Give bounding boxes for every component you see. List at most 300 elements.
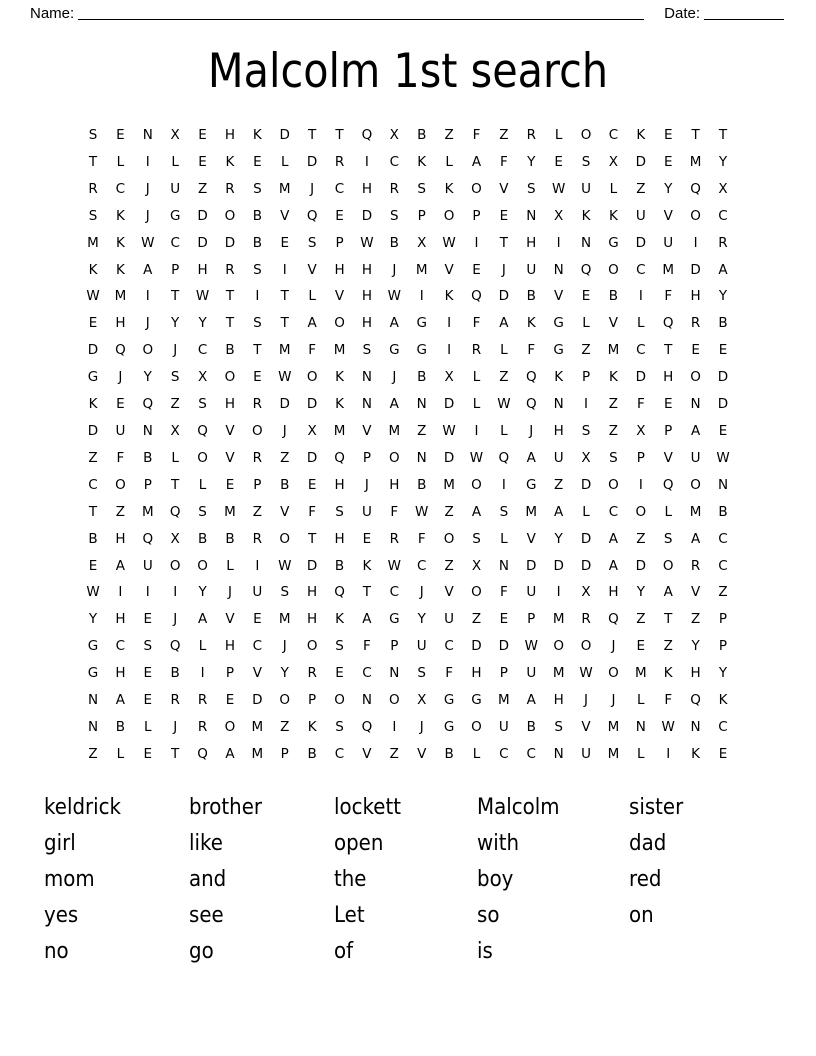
grid-cell[interactable]: B (252, 234, 262, 251)
grid-cell[interactable]: H (307, 584, 318, 601)
word-bank-item[interactable]: on (629, 902, 654, 928)
grid-cell[interactable]: R (334, 153, 345, 170)
grid-cell[interactable]: V (663, 449, 673, 466)
grid-cell[interactable]: M (662, 261, 675, 278)
grid-cell[interactable]: C (252, 638, 263, 655)
grid-cell[interactable]: T (225, 315, 235, 332)
grid-cell[interactable]: K (581, 207, 591, 224)
grid-cell[interactable]: N (553, 261, 564, 278)
grid-cell[interactable]: M (634, 665, 647, 682)
grid-cell[interactable]: O (443, 530, 455, 547)
grid-cell[interactable]: H (224, 127, 236, 143)
grid-cell[interactable]: U (444, 611, 455, 628)
grid-cell[interactable]: C (718, 557, 728, 574)
grid-cell[interactable]: Q (142, 396, 154, 413)
grid-cell[interactable]: L (554, 127, 563, 143)
grid-cell[interactable]: K (718, 692, 728, 709)
grid-cell[interactable]: H (197, 261, 208, 278)
grid-cell[interactable]: R (225, 180, 235, 197)
grid-cell[interactable]: M (415, 261, 428, 278)
grid-cell[interactable]: C (636, 261, 646, 278)
grid-cell[interactable]: C (608, 127, 619, 143)
grid-cell[interactable]: O (580, 638, 592, 655)
grid-cell[interactable]: O (334, 315, 345, 332)
grid-cell[interactable]: X (554, 207, 564, 224)
grid-cell[interactable]: K (335, 396, 344, 413)
grid-cell[interactable]: L (171, 449, 179, 466)
grid-cell[interactable]: A (389, 396, 399, 413)
word-bank-item[interactable]: dad (629, 830, 667, 856)
grid-cell[interactable]: D (580, 530, 592, 547)
grid-cell[interactable]: F (308, 342, 317, 359)
grid-cell[interactable]: L (637, 315, 645, 332)
grid-cell[interactable]: O (635, 503, 647, 520)
grid-cell[interactable]: N (361, 396, 372, 413)
grid-cell[interactable]: L (609, 180, 618, 197)
grid-cell[interactable]: X (471, 557, 482, 574)
grid-cell[interactable]: G (87, 638, 99, 655)
grid-cell[interactable]: M (278, 342, 291, 359)
grid-cell[interactable]: S (280, 584, 290, 601)
grid-cell[interactable]: K (554, 369, 564, 386)
grid-cell[interactable]: Q (197, 745, 208, 762)
grid-cell[interactable]: O (169, 557, 181, 574)
grid-cell[interactable]: V (608, 315, 619, 332)
grid-cell[interactable]: Q (361, 718, 373, 735)
grid-cell[interactable]: U (142, 557, 153, 574)
grid-cell[interactable]: J (419, 718, 424, 735)
grid-cell[interactable]: R (581, 611, 591, 628)
grid-cell[interactable]: Q (580, 261, 592, 278)
grid-cell[interactable]: E (307, 476, 317, 493)
grid-cell[interactable]: I (584, 396, 589, 413)
grid-cell[interactable]: F (472, 315, 481, 332)
grid-cell[interactable]: R (252, 396, 263, 413)
grid-cell[interactable]: B (417, 127, 427, 143)
grid-cell[interactable]: E (499, 611, 509, 628)
grid-cell[interactable]: B (115, 718, 126, 735)
grid-cell[interactable]: V (417, 745, 427, 762)
grid-cell[interactable]: C (334, 745, 345, 762)
grid-cell[interactable]: U (252, 584, 263, 601)
grid-cell[interactable]: G (169, 207, 181, 224)
grid-cell[interactable]: U (416, 638, 427, 655)
grid-cell[interactable]: K (252, 127, 262, 143)
word-bank-item[interactable]: of (334, 938, 354, 964)
grid-cell[interactable]: H (361, 261, 372, 278)
grid-cell[interactable]: X (170, 422, 180, 439)
grid-cell[interactable]: M (552, 611, 565, 628)
grid-cell[interactable]: Q (169, 503, 181, 520)
grid-cell[interactable]: T (664, 342, 673, 359)
grid-cell[interactable]: S (307, 234, 317, 251)
grid-cell[interactable]: T (171, 476, 180, 493)
grid-cell[interactable]: U (553, 449, 564, 466)
grid-cell[interactable]: P (308, 692, 317, 709)
grid-cell[interactable]: Y (171, 315, 180, 332)
grid-cell[interactable]: A (718, 261, 728, 278)
grid-cell[interactable]: D (306, 153, 318, 170)
grid-cell[interactable]: U (526, 665, 537, 682)
grid-cell[interactable]: E (718, 422, 728, 439)
grid-cell[interactable]: Q (662, 315, 674, 332)
grid-cell[interactable]: H (361, 180, 372, 197)
grid-cell[interactable]: Z (663, 638, 673, 655)
grid-cell[interactable]: L (116, 153, 125, 170)
grid-cell[interactable]: N (690, 396, 701, 413)
grid-cell[interactable]: J (392, 369, 397, 386)
grid-cell[interactable]: C (444, 638, 454, 655)
grid-cell[interactable]: C (636, 342, 646, 359)
grid-cell[interactable]: W (387, 557, 401, 574)
grid-cell[interactable]: O (252, 422, 263, 439)
grid-cell[interactable]: N (635, 718, 646, 735)
grid-cell[interactable]: D (580, 476, 592, 493)
grid-cell[interactable]: I (145, 153, 150, 170)
grid-cell[interactable]: N (361, 369, 372, 386)
grid-cell[interactable]: O (471, 476, 482, 493)
grid-cell[interactable]: Q (306, 207, 318, 224)
grid-cell[interactable]: O (197, 449, 208, 466)
word-bank-item[interactable]: no (44, 938, 69, 964)
grid-cell[interactable]: V (252, 665, 262, 682)
grid-cell[interactable]: E (718, 342, 728, 359)
grid-cell[interactable]: W (524, 638, 538, 655)
grid-cell[interactable]: G (553, 315, 564, 332)
grid-cell[interactable]: O (471, 180, 482, 197)
grid-cell[interactable]: A (608, 557, 619, 574)
grid-cell[interactable]: G (416, 342, 427, 359)
grid-cell[interactable]: X (417, 692, 427, 709)
grid-cell[interactable]: R (252, 449, 263, 466)
grid-cell[interactable]: H (334, 530, 345, 547)
grid-cell[interactable]: N (553, 396, 564, 413)
grid-cell[interactable]: S (253, 180, 262, 197)
grid-cell[interactable]: D (197, 207, 208, 224)
grid-cell[interactable]: G (87, 369, 99, 386)
grid-cell[interactable]: K (115, 261, 125, 278)
grid-cell[interactable]: E (225, 692, 235, 709)
grid-cell[interactable]: V (362, 422, 372, 439)
grid-cell[interactable]: F (527, 342, 536, 359)
grid-cell[interactable]: X (389, 127, 399, 143)
grid-cell[interactable]: C (115, 638, 126, 655)
grid-cell[interactable]: L (582, 503, 590, 520)
grid-cell[interactable]: S (581, 422, 591, 439)
grid-cell[interactable]: S (198, 503, 207, 520)
grid-cell[interactable]: D (498, 288, 510, 305)
grid-cell[interactable]: W (469, 449, 484, 466)
grid-cell[interactable]: Q (197, 422, 208, 439)
grid-cell[interactable]: V (280, 503, 290, 520)
grid-cell[interactable]: X (444, 369, 454, 386)
grid-cell[interactable]: J (145, 315, 150, 332)
grid-cell[interactable]: Y (691, 638, 700, 655)
grid-cell[interactable]: R (526, 127, 536, 143)
grid-cell[interactable]: Y (527, 153, 536, 170)
grid-cell[interactable]: Z (170, 396, 180, 413)
grid-cell[interactable]: H (608, 584, 619, 601)
grid-cell[interactable]: E (280, 234, 289, 251)
grid-cell[interactable]: P (718, 638, 728, 655)
grid-cell[interactable]: Z (608, 396, 619, 413)
word-bank-item[interactable]: mom (44, 866, 95, 892)
grid-cell[interactable]: J (118, 369, 123, 386)
grid-cell[interactable]: C (334, 180, 345, 197)
grid-cell[interactable]: P (472, 207, 481, 224)
grid-cell[interactable]: P (664, 422, 673, 439)
grid-cell[interactable]: T (691, 127, 700, 143)
grid-cell[interactable]: F (664, 288, 673, 305)
grid-cell[interactable]: D (443, 449, 455, 466)
grid-cell[interactable]: M (607, 718, 620, 735)
grid-cell[interactable]: W (141, 234, 155, 251)
grid-cell[interactable]: A (362, 611, 372, 628)
grid-cell[interactable]: M (498, 692, 510, 709)
grid-cell[interactable]: M (251, 718, 264, 735)
grid-cell[interactable]: S (609, 449, 618, 466)
grid-cell[interactable]: C (170, 234, 180, 251)
grid-cell[interactable]: F (390, 503, 399, 520)
grid-cell[interactable]: I (638, 476, 643, 493)
grid-cell[interactable]: L (582, 315, 590, 332)
grid-cell[interactable]: J (145, 207, 150, 224)
grid-cell[interactable]: A (115, 557, 126, 574)
grid-cell[interactable]: E (362, 530, 372, 547)
grid-cell[interactable]: H (690, 665, 701, 682)
grid-cell[interactable]: X (170, 530, 180, 547)
grid-cell[interactable]: W (551, 180, 566, 197)
grid-cell[interactable]: Y (280, 665, 289, 682)
grid-cell[interactable]: U (663, 234, 674, 251)
grid-cell[interactable]: E (691, 342, 700, 359)
grid-cell[interactable]: A (663, 584, 673, 601)
grid-cell[interactable]: M (87, 234, 99, 251)
grid-cell[interactable]: J (419, 584, 424, 601)
grid-cell[interactable]: N (580, 234, 592, 251)
grid-cell[interactable]: K (362, 557, 372, 574)
grid-cell[interactable]: H (361, 288, 372, 305)
grid-cell[interactable]: I (173, 584, 178, 601)
grid-cell[interactable]: O (690, 476, 701, 493)
grid-cell[interactable]: H (115, 665, 126, 682)
grid-cell[interactable]: A (554, 503, 564, 520)
grid-cell[interactable]: U (690, 449, 701, 466)
grid-cell[interactable]: E (143, 745, 153, 762)
grid-cell[interactable]: L (445, 153, 453, 170)
grid-cell[interactable]: R (471, 342, 482, 359)
grid-cell[interactable]: K (636, 127, 646, 143)
grid-cell[interactable]: S (335, 503, 344, 520)
grid-cell[interactable]: M (689, 153, 702, 170)
grid-cell[interactable]: C (115, 180, 126, 197)
grid-cell[interactable]: J (392, 261, 397, 278)
grid-cell[interactable]: S (390, 207, 399, 224)
grid-cell[interactable]: P (225, 665, 235, 682)
grid-cell[interactable]: Q (690, 692, 701, 709)
grid-cell[interactable]: O (580, 127, 592, 143)
grid-cell[interactable]: N (87, 718, 99, 735)
grid-cell[interactable]: V (225, 449, 235, 466)
grid-cell[interactable]: O (388, 692, 400, 709)
grid-cell[interactable]: V (444, 261, 454, 278)
grid-cell[interactable]: O (224, 718, 236, 735)
grid-cell[interactable]: M (278, 611, 291, 628)
grid-cell[interactable]: W (661, 718, 675, 735)
grid-cell[interactable]: P (527, 611, 536, 628)
grid-cell[interactable]: E (253, 153, 262, 170)
grid-cell[interactable]: J (529, 422, 534, 439)
grid-cell[interactable]: K (691, 745, 701, 762)
grid-cell[interactable]: C (718, 530, 728, 547)
grid-cell[interactable]: M (224, 503, 236, 520)
grid-cell[interactable]: X (636, 422, 646, 439)
grid-cell[interactable]: A (115, 692, 126, 709)
grid-cell[interactable]: O (471, 718, 482, 735)
grid-cell[interactable]: F (417, 530, 426, 547)
grid-cell[interactable]: Q (169, 638, 181, 655)
grid-cell[interactable]: K (609, 369, 618, 386)
grid-cell[interactable]: K (88, 261, 98, 278)
grid-cell[interactable]: F (308, 503, 317, 520)
word-bank-item[interactable]: so (477, 902, 500, 928)
grid-cell[interactable]: T (308, 127, 317, 143)
grid-cell[interactable]: B (526, 718, 536, 735)
grid-cell[interactable]: L (144, 718, 152, 735)
grid-cell[interactable]: B (197, 530, 208, 547)
grid-cell[interactable]: D (498, 638, 510, 655)
grid-cell[interactable]: Q (471, 288, 482, 305)
grid-cell[interactable]: O (142, 342, 154, 359)
grid-cell[interactable]: L (500, 422, 508, 439)
grid-cell[interactable]: B (334, 557, 345, 574)
grid-cell[interactable]: Y (554, 530, 563, 547)
grid-cell[interactable]: A (143, 261, 153, 278)
grid-cell[interactable]: O (553, 638, 564, 655)
grid-cell[interactable]: I (255, 557, 260, 574)
grid-cell[interactable]: Z (636, 530, 646, 547)
grid-cell[interactable]: Q (142, 530, 154, 547)
grid-cell[interactable]: B (389, 234, 399, 251)
grid-cell[interactable]: H (115, 315, 126, 332)
grid-cell[interactable]: O (690, 207, 701, 224)
grid-cell[interactable]: S (663, 530, 673, 547)
grid-cell[interactable]: S (554, 718, 563, 735)
grid-cell[interactable]: H (115, 530, 126, 547)
grid-cell[interactable]: Z (471, 611, 482, 628)
grid-cell[interactable]: Y (664, 180, 673, 197)
grid-cell[interactable]: A (690, 530, 701, 547)
grid-cell[interactable]: L (472, 745, 481, 762)
word-bank-item[interactable]: go (189, 938, 214, 964)
grid-cell[interactable]: B (225, 530, 235, 547)
grid-cell[interactable]: P (335, 234, 344, 251)
grid-cell[interactable]: I (501, 476, 506, 493)
grid-cell[interactable]: T (171, 745, 180, 762)
word-bank-item[interactable]: open (334, 830, 384, 856)
grid-cell[interactable]: H (224, 396, 236, 413)
grid-cell[interactable]: E (198, 127, 207, 143)
grid-cell[interactable]: K (609, 207, 618, 224)
grid-cell[interactable]: X (417, 234, 427, 251)
grid-cell[interactable]: D (690, 261, 701, 278)
grid-cell[interactable]: W (579, 665, 593, 682)
grid-cell[interactable]: Q (361, 127, 373, 143)
grid-cell[interactable]: W (278, 369, 292, 386)
grid-cell[interactable]: T (280, 315, 289, 332)
grid-cell[interactable]: L (226, 557, 234, 574)
grid-cell[interactable]: S (335, 718, 344, 735)
grid-cell[interactable]: B (444, 745, 454, 762)
grid-cell[interactable]: I (145, 288, 150, 305)
grid-cell[interactable]: Z (88, 745, 98, 762)
grid-cell[interactable]: T (664, 611, 673, 628)
grid-cell[interactable]: E (663, 396, 673, 413)
grid-cell[interactable]: Z (581, 342, 591, 359)
grid-cell[interactable]: L (637, 692, 645, 709)
grid-cell[interactable]: E (335, 665, 344, 682)
grid-cell[interactable]: A (307, 315, 317, 332)
grid-cell[interactable]: F (664, 692, 673, 709)
grid-cell[interactable]: D (526, 557, 537, 574)
grid-cell[interactable]: O (443, 207, 455, 224)
grid-cell[interactable]: T (362, 584, 372, 601)
grid-cell[interactable]: S (88, 207, 98, 224)
grid-cell[interactable]: U (361, 503, 372, 520)
grid-cell[interactable]: D (471, 638, 482, 655)
grid-cell[interactable]: W (415, 503, 429, 520)
grid-cell[interactable]: I (255, 288, 260, 305)
grid-cell[interactable]: Z (690, 611, 701, 628)
grid-cell[interactable]: P (499, 665, 508, 682)
grid-cell[interactable]: E (88, 315, 98, 332)
grid-cell[interactable]: S (253, 315, 262, 332)
grid-cell[interactable]: D (361, 207, 373, 224)
grid-cell[interactable]: H (115, 611, 126, 628)
grid-cell[interactable]: R (690, 315, 701, 332)
grid-cell[interactable]: D (553, 557, 564, 574)
grid-cell[interactable]: Q (662, 476, 674, 493)
grid-cell[interactable]: H (663, 369, 674, 386)
grid-cell[interactable]: R (389, 180, 399, 197)
grid-cell[interactable]: H (553, 692, 564, 709)
grid-cell[interactable]: O (279, 530, 291, 547)
grid-cell[interactable]: N (142, 127, 153, 143)
grid-cell[interactable]: P (581, 369, 591, 386)
grid-cell[interactable]: M (333, 422, 346, 439)
grid-cell[interactable]: A (608, 530, 619, 547)
grid-cell[interactable]: F (445, 665, 453, 682)
grid-cell[interactable]: T (88, 503, 98, 520)
grid-cell[interactable]: M (689, 503, 702, 520)
grid-cell[interactable]: Y (636, 584, 645, 601)
grid-cell[interactable]: E (472, 261, 481, 278)
grid-cell[interactable]: Y (718, 665, 728, 682)
grid-cell[interactable]: V (444, 584, 454, 601)
grid-cell[interactable]: H (471, 665, 482, 682)
grid-cell[interactable]: K (225, 153, 235, 170)
grid-cell[interactable]: D (717, 396, 729, 413)
grid-cell[interactable]: T (280, 288, 289, 305)
grid-cell[interactable]: G (416, 315, 427, 332)
grid-cell[interactable]: M (388, 422, 401, 439)
grid-cell[interactable]: I (638, 288, 643, 305)
grid-cell[interactable]: Y (417, 611, 426, 628)
grid-cell[interactable]: O (608, 476, 619, 493)
grid-cell[interactable]: Y (718, 153, 728, 170)
grid-cell[interactable]: B (307, 745, 317, 762)
grid-cell[interactable]: B (252, 207, 262, 224)
